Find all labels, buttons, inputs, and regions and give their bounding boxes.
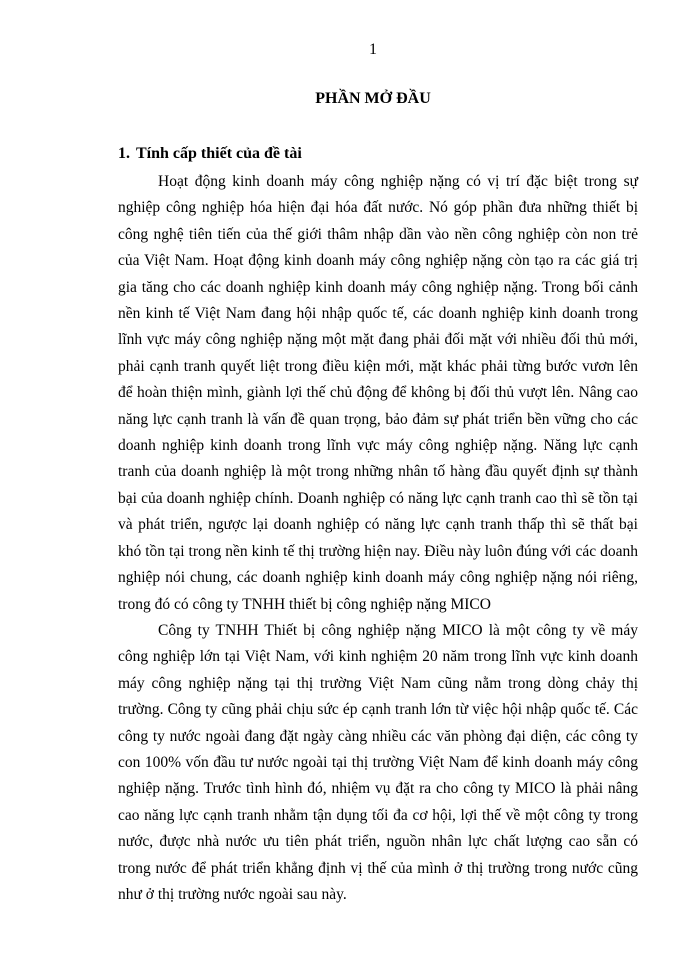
- paragraph: Hoạt động kinh doanh máy công nghiệp nặng có vị trí đặc biệt trong sự nghiệp công nghiệp hóa hiện đại hóa đất nước. Nó góp phần đưa những thiết bị công nghệ tiên tiến của thế giới thâm nhập dần vào nền công nghiệp còn non trẻ của Việt Nam. Hoạt động kinh doanh máy công nghiệp nặng còn tạo ra các giá trị gia tăng cho các doanh nghiệp kinh doanh máy công nghiệp nặng. Trong bối cảnh nền kinh tế Việt Nam đang hội nhập quốc tế, các doanh nghiệp kinh doanh trong lĩnh vực máy công nghiệp nặng một mặt đang phải đối mặt với nhiều đối thủ mới, phải cạnh tranh quyết liệt trong điều kiện mới, mặt khác phải từng bước vươn lên để hoàn thiện mình, giành lợi thế chủ động để không bị đối thủ vượt lên. Nâng cao năng lực cạnh tranh là vấn đề quan trọng, bảo đảm sự phát triển bền vững cho các doanh nghiệp kinh doanh trong lĩnh vực máy công nghiệp nặng. Năng lực cạnh tranh của doanh nghiệp là một trong những nhân tố hàng đầu quyết định sự thành bại của doanh nghiệp chính. Doanh nghiệp có năng lực cạnh tranh cao thì sẽ tồn tại và phát triển, ngược lại doanh nghiệp có năng lực cạnh tranh thấp thì sẽ thất bại khó tồn tại trong nền kinh tế thị trường hiện nay. Điều này luôn đúng với các doanh nghiệp nói chung, các doanh nghiệp kinh doanh máy công nghiệp nặng nói riêng, trong đó có công ty TNHH thiết bị công nghiệp nặng MICO: [118, 173, 638, 613]
- paragraph: Công ty TNHH Thiết bị công nghiệp nặng MICO là một công ty về máy công nghiệp lớn tại Việt Nam, với kinh nghiệm 20 năm trong lĩnh vực kinh doanh máy công nghiệp nặng tại thị trường Việt Nam cũng nằm trong dòng chảy thị trường. Công ty cũng phải chịu sức ép cạnh tranh lớn từ việc hội nhập quốc tế. Các công ty nước ngoài đang đặt ngày càng nhiều các văn phòng đại diện, các công ty con 100% vốn đầu tư nước ngoài tại thị trường Việt Nam để kinh doanh máy công nghiệp nặng. Trước tình hình đó, nhiệm vụ đặt ra cho công ty MICO là phải nâng cao năng lực cạnh tranh nhằm tận dụng tối đa cơ hội, lợi thế về một công ty trong nước, được nhà nước ưu tiên phát triển, nguồn nhân lực chất lượng cao sẵn có trong nước để phát triển khẳng định vị thế của mình ở thị trường trong nước cũng như ở thị trường nước ngoài sau này.: [118, 621, 638, 903]
- section-heading: [118, 145, 302, 163]
- section-heading-text: Tính cấp thiết của đề tài: [136, 145, 302, 162]
- page-title: PHẦN MỞ ĐẦU: [315, 90, 431, 107]
- section-number: 1.: [118, 145, 130, 162]
- page-number: 1: [369, 41, 377, 58]
- body-text: [118, 169, 638, 908]
